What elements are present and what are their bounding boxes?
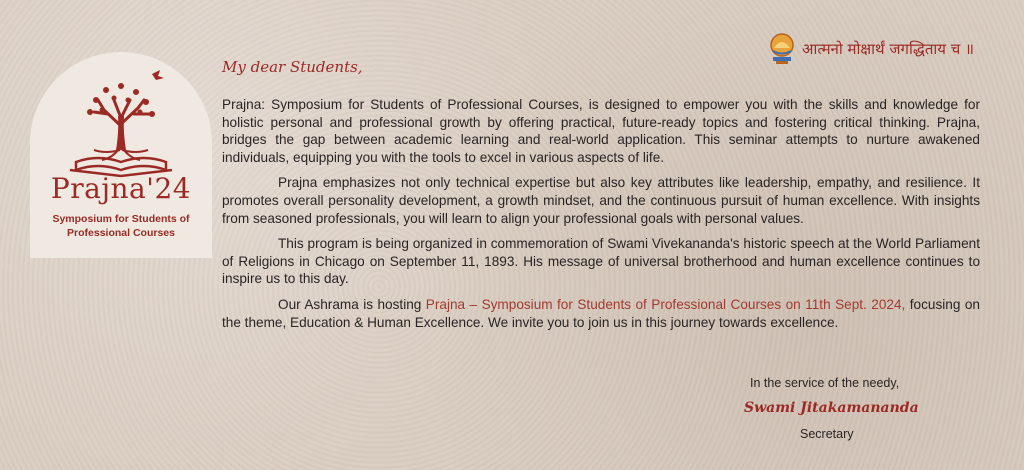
paragraph-2: Prajna emphasizes not only technical expertise but also key attributes like leadership, empathy, and resilience. It promotes overall personality development, a growth mindset, and the continuous pursuit of human excellence. With insights from seasoned professionals, you will learn to align your professional goals with personal values. xyxy=(222,175,980,226)
motto-text: आत्मनो मोक्षार्थं जगद्धिताय च ॥ xyxy=(802,40,974,58)
motto-header xyxy=(768,32,974,66)
salutation: My dear Students, xyxy=(222,58,363,76)
brand-name: Prajna'24 xyxy=(50,172,192,205)
paragraph-4 xyxy=(222,296,980,331)
brand-subtitle-line1: Symposium for Students of xyxy=(52,213,190,225)
brand-subtitle xyxy=(30,212,212,240)
brand-subtitle-line2: Professional Courses xyxy=(67,227,175,239)
paragraph-4-suffix: focusing on the theme, Education & Human Excellence. We invite you to join us in this journey towards excellence. xyxy=(222,296,980,330)
paragraph-1: Prajna: Symposium for Students of Professional Courses, is designed to empower you with the skills and knowledge for holistic personal and professional growth by offering practical, future-ready topics and fostering critical thinking. Prajna, bridges the gap between academic learning and real-world application. This seminar attempts to nurture awakened individuals, equipping you with the tools to excel in various aspects of life. xyxy=(222,97,980,165)
tree-of-knowledge-on-book-icon xyxy=(56,66,186,182)
event-highlight: Prajna – Symposium for Students of Professional Courses on 11th Sept. 2024, xyxy=(425,296,906,312)
signature-name: Swami Jitakamananda xyxy=(744,400,919,416)
service-line: In the service of the needy, xyxy=(750,376,900,390)
paragraph-4-prefix: Our Ashrama is hosting xyxy=(278,296,426,312)
letter-body xyxy=(222,96,980,339)
signatory-role: Secretary xyxy=(800,427,854,441)
paragraph-3: This program is being organized in commemoration of Swami Vivekananda's historic speech at the World Parliament of Religions in Chicago on September 11, 1893. His message of universal brotherhood and human excellence continues to inspire us to this day. xyxy=(222,236,980,287)
ashrama-emblem-icon xyxy=(768,32,796,66)
prajna-logo-panel xyxy=(30,52,212,258)
